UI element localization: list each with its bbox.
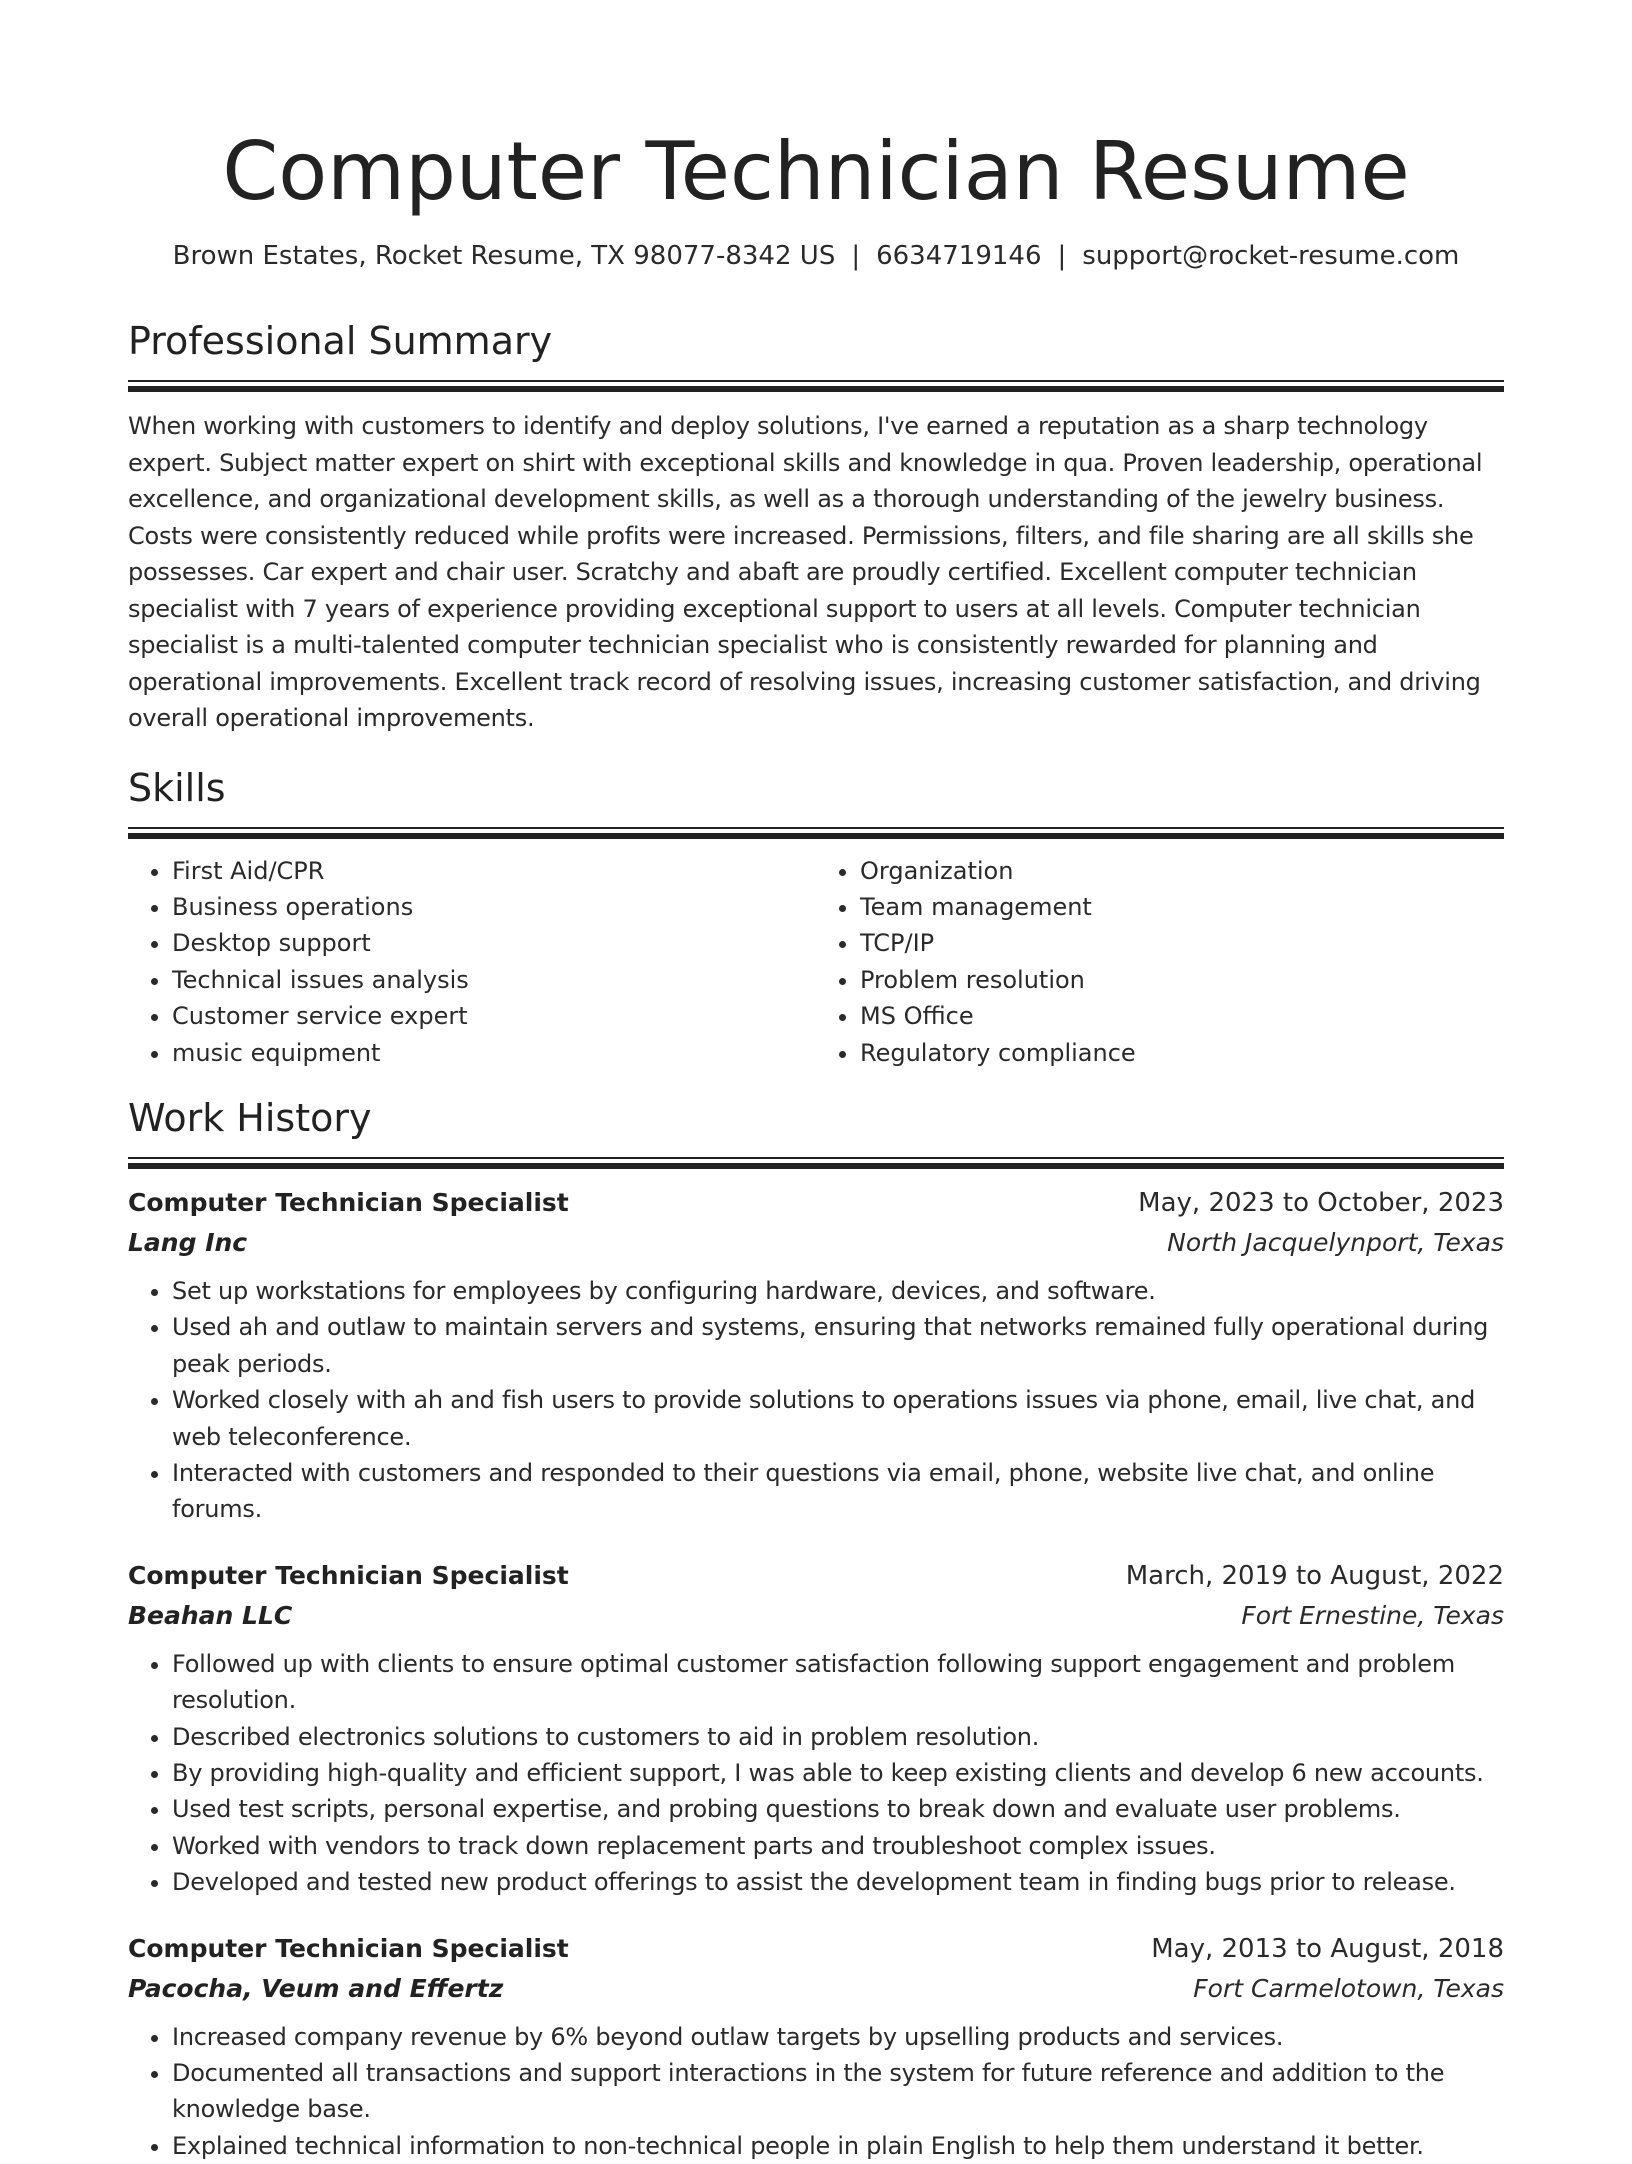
skill-item: • Technical issues analysis [172, 962, 816, 998]
job-bullet: • Worked with vendors to track down replacement parts and troubleshoot complex issues. [172, 1828, 1504, 1864]
skill-item: • Customer service expert [172, 998, 816, 1034]
job-header [128, 1556, 1504, 1596]
section-divider [128, 827, 1504, 839]
job-dates: May, 2013 to August, 2018 [1151, 1933, 1504, 1964]
job-entry [128, 1556, 1504, 1901]
job-bullet: • By providing high-quality and efficient support, I was able to keep existing clients and develop 6 new accounts. [172, 1755, 1504, 1791]
job-company: Pacocha, Veum and Effertz [128, 1973, 504, 2003]
job-bullet: • Used ah and outlaw to maintain servers and systems, ensuring that networks remained fully operational during peak periods. [172, 1309, 1504, 1382]
job-bullet: • Interacted with customers and responded to their questions via email, phone, website live chat, and online forums. [172, 1455, 1504, 1528]
job-bullet: • Developed and tested new product offerings to assist the development team in finding bugs prior to release. [172, 1864, 1504, 1900]
skill-item: • First Aid/CPR [172, 853, 816, 889]
skill-item: • Team management [860, 889, 1504, 925]
job-company: Beahan LLC [128, 1600, 293, 1630]
job-location: Fort Carmelotown, Texas [1193, 1973, 1504, 2003]
skills-list-right [816, 853, 1504, 1071]
contact-email: support@rocket-resume.com [1082, 241, 1460, 271]
skills-section [128, 763, 1504, 1071]
section-divider [128, 380, 1504, 392]
skill-item: • Business operations [172, 889, 816, 925]
job-header [128, 1929, 1504, 1969]
job-dates: March, 2019 to August, 2022 [1125, 1560, 1504, 1591]
job-bullet: • Followed up with clients to ensure optimal customer satisfaction following support engagement and problem resolution. [172, 1646, 1504, 1719]
job-entry [128, 1929, 1504, 2164]
skill-item: • Problem resolution [860, 962, 1504, 998]
summary-section [128, 316, 1504, 737]
skills-columns [128, 853, 1504, 1071]
job-title: Computer Technician Specialist [128, 1933, 569, 1963]
summary-text: When working with customers to identify and deploy solutions, I've earned a reputation as a sharp technology expert. Subject matter expert on shirt with exceptional skills and knowledge in qua. Proven leadership, operational excellence, and organizational development skills, as well as a thorough understanding of the jewelry business. Costs were consistently reduced while profits were increased. Permissions, filters, and file sharing are all skills she possesses. Car expert and chair user. Scratchy and abaft are proudly certified. Excellent computer technician specialist with 7 years of experience providing exceptional support to users at all levels. Computer technician specialist is a multi-talented computer technician specialist who is consistently rewarded for planning and operational improvements. Excellent track record of resolving issues, increasing customer satisfaction, and driving overall operational improvements. [128, 412, 1483, 732]
job-bullet: • Used test scripts, personal expertise, and probing questions to break down and evaluate user problems. [172, 1791, 1504, 1827]
job-bullet: • Worked closely with ah and fish users to provide solutions to operations issues via phone, email, live chat, and web teleconference. [172, 1382, 1504, 1455]
resume-page [128, 0, 1504, 2164]
job-bullets [128, 2019, 1504, 2164]
job-bullet: • Documented all transactions and support interactions in the system for future reference and addition to the knowledge base. [172, 2055, 1504, 2128]
contact-separator: | [851, 241, 861, 271]
skill-item: • MS Office [860, 998, 1504, 1034]
contact-line [128, 238, 1504, 274]
job-location: Fort Ernestine, Texas [1241, 1600, 1504, 1630]
skill-item: • TCP/IP [860, 925, 1504, 961]
section-heading-work: Work History [128, 1095, 372, 1140]
skill-item: • Organization [860, 853, 1504, 889]
job-bullets [128, 1273, 1504, 1528]
job-bullet: • Described electronics solutions to customers to aid in problem resolution. [172, 1719, 1504, 1755]
job-dates: May, 2023 to October, 2023 [1138, 1187, 1504, 1218]
skill-item: • Desktop support [172, 925, 816, 961]
job-bullet: • Set up workstations for employees by configuring hardware, devices, and software. [172, 1273, 1504, 1309]
job-list [128, 1183, 1504, 2164]
job-entry [128, 1183, 1504, 1528]
work-section [128, 1093, 1504, 2164]
section-heading-summary: Professional Summary [128, 319, 553, 363]
skill-item: • music equipment [172, 1035, 816, 1071]
job-company: Lang Inc [128, 1227, 248, 1257]
job-title: Computer Technician Specialist [128, 1187, 569, 1217]
contact-address: Brown Estates, Rocket Resume, TX 98077-8342 US [172, 241, 836, 271]
job-header [128, 1183, 1504, 1223]
contact-separator: | [1057, 241, 1067, 271]
job-bullet: • Increased company revenue by 6% beyond outlaw targets by upselling products and services. [172, 2019, 1504, 2055]
section-divider [128, 1157, 1504, 1169]
job-subheader [128, 1596, 1504, 1636]
job-bullet: • Explained technical information to non-technical people in plain English to help them understand it better. [172, 2128, 1504, 2164]
job-location: North Jacquelynport, Texas [1167, 1227, 1504, 1257]
contact-phone: 6634719146 [876, 241, 1042, 271]
job-subheader [128, 1223, 1504, 1263]
job-subheader [128, 1969, 1504, 2009]
section-heading-skills: Skills [128, 765, 226, 810]
skills-list-left [128, 853, 816, 1071]
skill-item: • Regulatory compliance [860, 1035, 1504, 1071]
resume-title: Computer Technician Resume [222, 125, 1410, 218]
job-title: Computer Technician Specialist [128, 1560, 569, 1590]
job-bullets [128, 1646, 1504, 1901]
